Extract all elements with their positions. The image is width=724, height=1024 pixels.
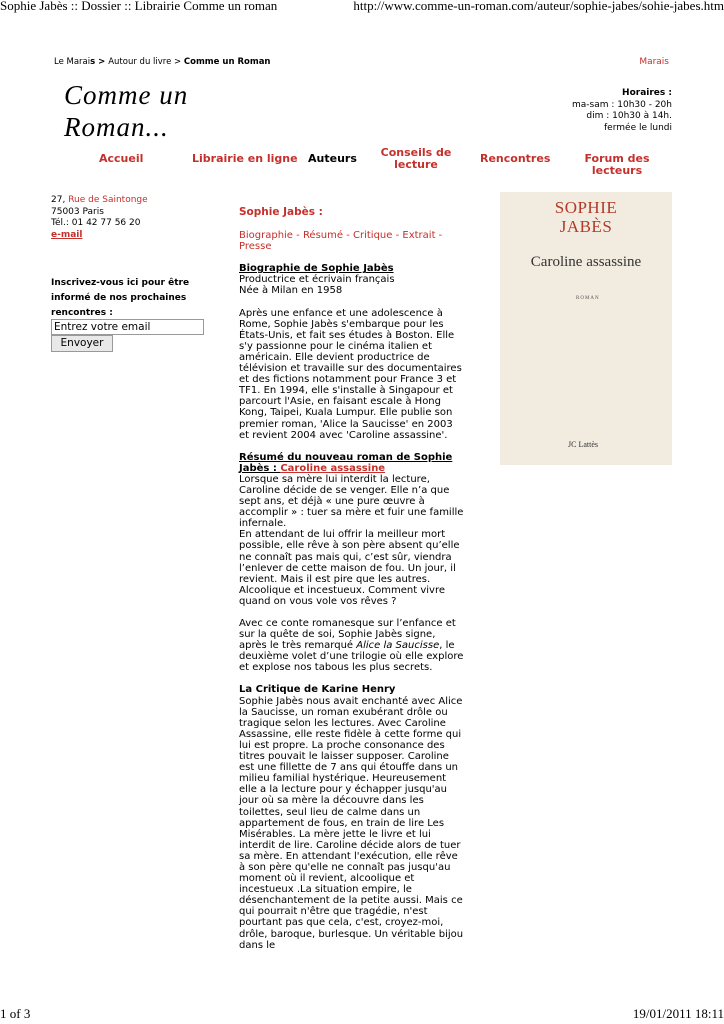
- newsletter-email-input[interactable]: Entrez votre email: [51, 319, 204, 335]
- address-city: 75003 Paris: [51, 206, 104, 217]
- cover-publisher: JC Lattès: [568, 440, 598, 449]
- resume-paragraph: En attendant de lui offrir la meilleur mort possible, elle rêve à son père absent qu’elle ne connaît pas mais qui, c’est sûr, viendra l’enlever de cette maison de fou. Un jour, il revient. Mais il est pire que les autres. Alcoolique et incestueux. Comment vivre quand on vous vole vos rêves ?: [239, 529, 460, 607]
- cover-genre: ROMAN: [576, 296, 600, 301]
- street-link[interactable]: Rue de Saintonge: [68, 195, 148, 205]
- marais-link[interactable]: Marais: [639, 57, 669, 67]
- hours-line: fermée le lundi: [604, 122, 672, 133]
- author-heading: Sophie Jabès :: [239, 206, 323, 218]
- main-content: [239, 207, 465, 951]
- section-links: Biographie - Résumé - Critique - Extrait - Presse: [239, 230, 443, 253]
- cover-author: SOPHIE JABÈS: [554, 198, 618, 236]
- link-extrait[interactable]: Extrait: [402, 230, 436, 242]
- bio-line: Née à Milan en 1958: [239, 285, 343, 297]
- newsletter-send-button[interactable]: Envoyer: [51, 335, 113, 352]
- link-biographie[interactable]: Biographie: [239, 230, 293, 242]
- breadcrumb: [54, 57, 270, 67]
- breadcrumb-separator: >: [171, 57, 184, 67]
- critique-text: Sophie Jabès nous avait enchanté avec Alice la Saucisse, un roman exubérant drôle ou tragique selon les lectures. Avec Caroline Assassine, elle reste fidèle à cette forme qui lui est propre. La proche consonance des titres pouvait le laisser supposer. Caroline est une fillette de 7 ans qui étouffe dans un milieu familial hystérique. Heureusement elle a la lecture pour y échapper jusqu'au jour où sa mère la découvre dans les toilettes, seul lieu de calme dans un appartement de fous, en train de lire Les Misérables. La mère jette le livre et lui interdit de lire. Caroline décide alors de tuer sa mère. En attendant l'exécution, elle rêve à son père qu'elle ne connaît pas jusqu'au moment où il revient, alcoolique et incestueux .La situation empire, le désenchantement de la petite aussi. Mais ce qui pourrait n'être que tragédie, n'est pourtant pas que cela, c'est, croyez-moi, drôle, baroque, burlesque. Un véritable bijou dans le: [239, 695, 464, 951]
- print-page-title: Sophie Jabès :: Dossier :: Librairie Comme un roman: [0, 0, 278, 13]
- hours-line: dim : 10h30 à 14h.: [586, 111, 672, 121]
- opening-hours: [572, 88, 672, 134]
- link-presse[interactable]: Presse: [239, 241, 272, 253]
- bio-title: Biographie de Sophie Jabès: [239, 263, 394, 275]
- critique-title: La Critique de Karine Henry: [239, 684, 396, 696]
- address-phone: Tél.: 01 42 77 56 20: [51, 218, 141, 228]
- print-datetime: 19/01/2011 18:11: [632, 1006, 724, 1021]
- email-link[interactable]: e-mail: [51, 229, 83, 240]
- nav-forum-des-lecteurs[interactable]: Forum des lecteurs: [584, 152, 650, 177]
- resume-title: Résumé du nouveau roman de Sophie Jabès : Caroline assassine: [239, 451, 453, 474]
- nav-auteurs[interactable]: Auteurs: [308, 152, 357, 165]
- breadcrumb-marais[interactable]: Le Marais: [54, 57, 96, 67]
- resume-paragraph: Lorsque sa mère lui interdit la lecture, Caroline décide de se venger. Elle n’a que sept ans, et déjà « une pure œuvre à accomplir » : tuer sa mère et fuir une famille infernale.: [239, 473, 464, 530]
- breadcrumb-current: Comme un Roman: [183, 57, 271, 67]
- link-resume[interactable]: Résumé: [302, 230, 344, 242]
- logo-line-1: Comme un: [64, 80, 189, 110]
- hours-title: Horaires :: [622, 88, 672, 98]
- breadcrumb-autour-du-livre[interactable]: Autour du livre: [108, 57, 172, 67]
- nav-accueil[interactable]: Accueil: [99, 152, 144, 165]
- breadcrumb-separator: >: [95, 57, 109, 67]
- store-address: 27, Rue de Saintonge 75003 Paris Tél.: 01 42 77 56 20 e-mail: [51, 195, 148, 240]
- resume-paragraph: Avec ce conte romanesque sur l’enfance et sur la quête de soi, Sophie Jabès signe, après le très remarqué Alice la Saucisse, le deuxième volet d’une trilogie où elle explore et explose nos tabous les plus secrets.: [239, 618, 464, 674]
- book-link[interactable]: Caroline assassine: [280, 462, 386, 474]
- cover-title: Caroline assassine: [530, 254, 642, 270]
- logo-line-2: Roman...: [64, 112, 169, 142]
- main-navigation: [52, 146, 672, 177]
- book-cover-image[interactable]: [500, 192, 672, 465]
- link-critique[interactable]: Critique: [353, 230, 393, 242]
- newsletter-text: Inscrivez-vous ici pour être informé de nos prochaines rencontres :: [51, 278, 190, 318]
- bio-line: Productrice et écrivain français: [239, 274, 395, 286]
- nav-librairie-en-ligne[interactable]: Librairie en ligne: [192, 152, 298, 165]
- bio-text: Après une enfance et une adolescence à Rome, Sophie Jabès s'embarque pour les États-Unis, et fait ses études à Boston. Elle s'y passionne pour le cinéma italien et américain. Elle devient productrice de télévision et travaille sur des documentaires et des fictions notamment pour France 3 et TF1. En 1994, elle s'installe à Singapour et parcourt l'Asie, en faisant escale à Hong Kong, Taipei, Kuala Lumpur. Elle publie son premier roman, 'Alice la Saucisse' en 2003 et revient 2004 avec 'Caroline assassine'.: [239, 307, 462, 441]
- hours-line: ma-sam : 10h30 - 20h: [572, 99, 672, 110]
- site-logo[interactable]: [64, 80, 188, 142]
- nav-rencontres[interactable]: Rencontres: [480, 152, 551, 165]
- print-page-url: http://www.comme-un-roman.com/auteur/sophie-jabes/sohie-jabes.htm: [353, 0, 724, 13]
- print-page-number: 1 of 3: [0, 1006, 31, 1021]
- nav-conseils-de-lecture[interactable]: Conseils de lecture: [380, 146, 452, 171]
